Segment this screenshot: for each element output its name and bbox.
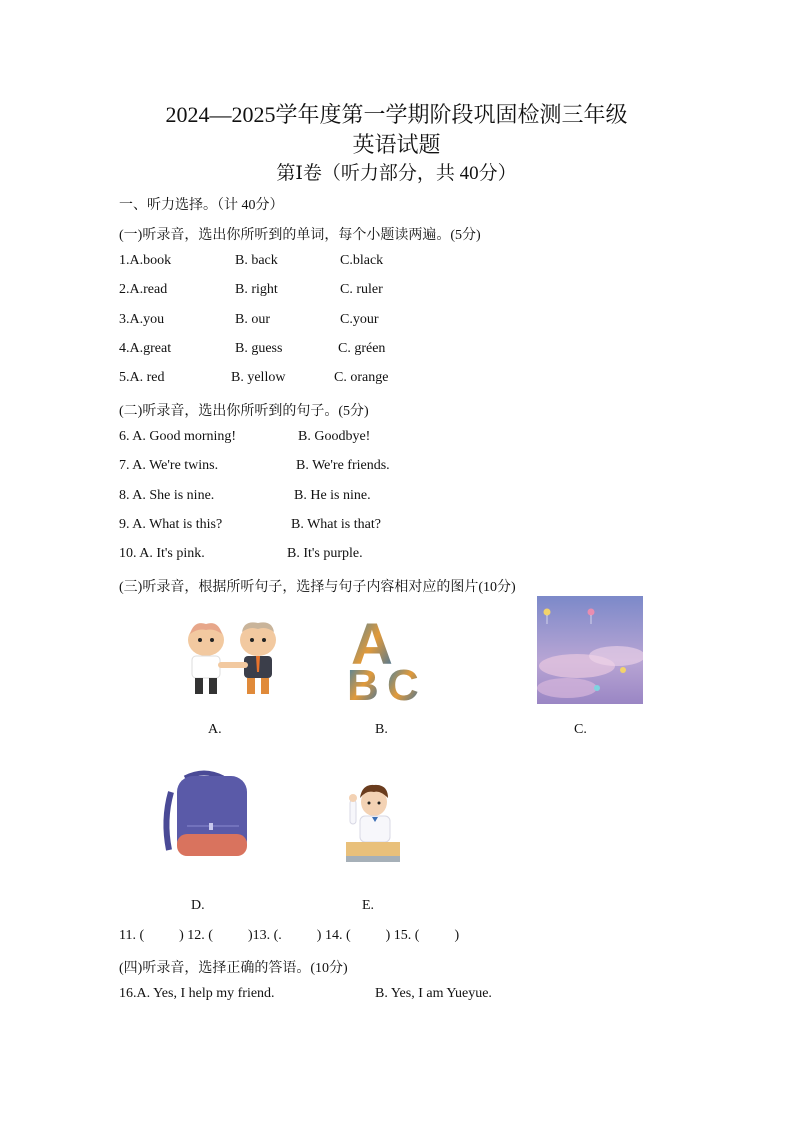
q3-option-a: 3.A.you <box>119 312 165 327</box>
picture-label-b: B. <box>375 722 388 737</box>
picture-label-d: D. <box>191 898 205 913</box>
q6-option-a: 6. A. Good morning! <box>119 429 237 444</box>
q5-option-c: C. orange <box>334 370 389 385</box>
q8-option-b: B. He is nine. <box>294 488 371 503</box>
q4-option-c: C. gréen <box>338 341 386 356</box>
picture-label-e: E. <box>362 898 375 913</box>
q4-option-b: B. guess <box>235 341 283 356</box>
abc-letters-picture <box>345 610 427 702</box>
q16-option-a: 16.A. Yes, I help my friend. <box>119 986 275 1001</box>
q5-option-a: 5.A. red <box>119 370 165 385</box>
part1-heading: (一)听录音，选出你所听到的单词，每个小题读两遍。(5分) <box>119 228 481 243</box>
part2-heading: (二)听录音，选出你所听到的句子。(5分) <box>119 404 369 419</box>
q1-option-b: B. back <box>235 253 278 268</box>
q3-option-b: B. our <box>235 312 270 327</box>
q10-option-a: 10. A. It's pink. <box>119 546 205 561</box>
picture-label-c: C. <box>574 722 587 737</box>
q2-option-b: B. right <box>235 282 278 297</box>
part4-heading: (四)听录音，选择正确的答语。(10分) <box>119 961 348 976</box>
q10-option-b: B. It's purple. <box>287 546 363 561</box>
q1-option-c: C.black <box>340 253 384 268</box>
q16-option-b: B. Yes, I am Yueyue. <box>375 986 492 1001</box>
section-heading: 一、听力选择。（计 40分） <box>119 198 284 213</box>
letter-b: B <box>347 661 379 702</box>
q8-option-a: 8. A. She is nine. <box>119 488 215 503</box>
paper-section-title: 第Ⅰ卷（听力部分，共 40分） <box>276 163 517 184</box>
q7-option-a: 7. A. We're twins. <box>119 458 219 473</box>
boy-raising-hand-picture <box>340 780 404 870</box>
q9-option-a: 9. A. What is this? <box>119 517 223 532</box>
q4-option-a: 4.A.great <box>119 341 172 356</box>
q2-option-c: C. ruler <box>340 282 383 297</box>
picture-label-a: A. <box>208 722 222 737</box>
exam-subject: 英语试题 <box>352 132 441 157</box>
part3-heading: (三)听录音，根据所听句子，选择与句子内容相对应的图片(10分) <box>119 580 516 595</box>
q7-option-b: B. We're friends. <box>296 458 390 473</box>
q5-option-b: B. yellow <box>231 370 286 385</box>
two-friends-picture <box>178 620 288 698</box>
part3-answer-line[interactable]: 11. ( ) 12. ( )13. (. ) 14. ( ) 15. ( ) <box>119 928 460 943</box>
letter-a: A <box>351 612 393 677</box>
exam-title: 2024—2025学年度第一学期阶段巩固检测三年级 <box>165 102 628 127</box>
q1-option-a: 1.A.book <box>119 253 172 268</box>
q2-option-a: 2.A.read <box>119 282 168 297</box>
q9-option-b: B. What is that? <box>291 517 381 532</box>
letter-c: C <box>387 661 419 702</box>
school-bag-picture <box>157 770 251 860</box>
q6-option-b: B. Goodbye! <box>298 429 371 444</box>
sky-balloons-picture <box>537 596 643 704</box>
q3-option-c: C.your <box>340 312 379 327</box>
